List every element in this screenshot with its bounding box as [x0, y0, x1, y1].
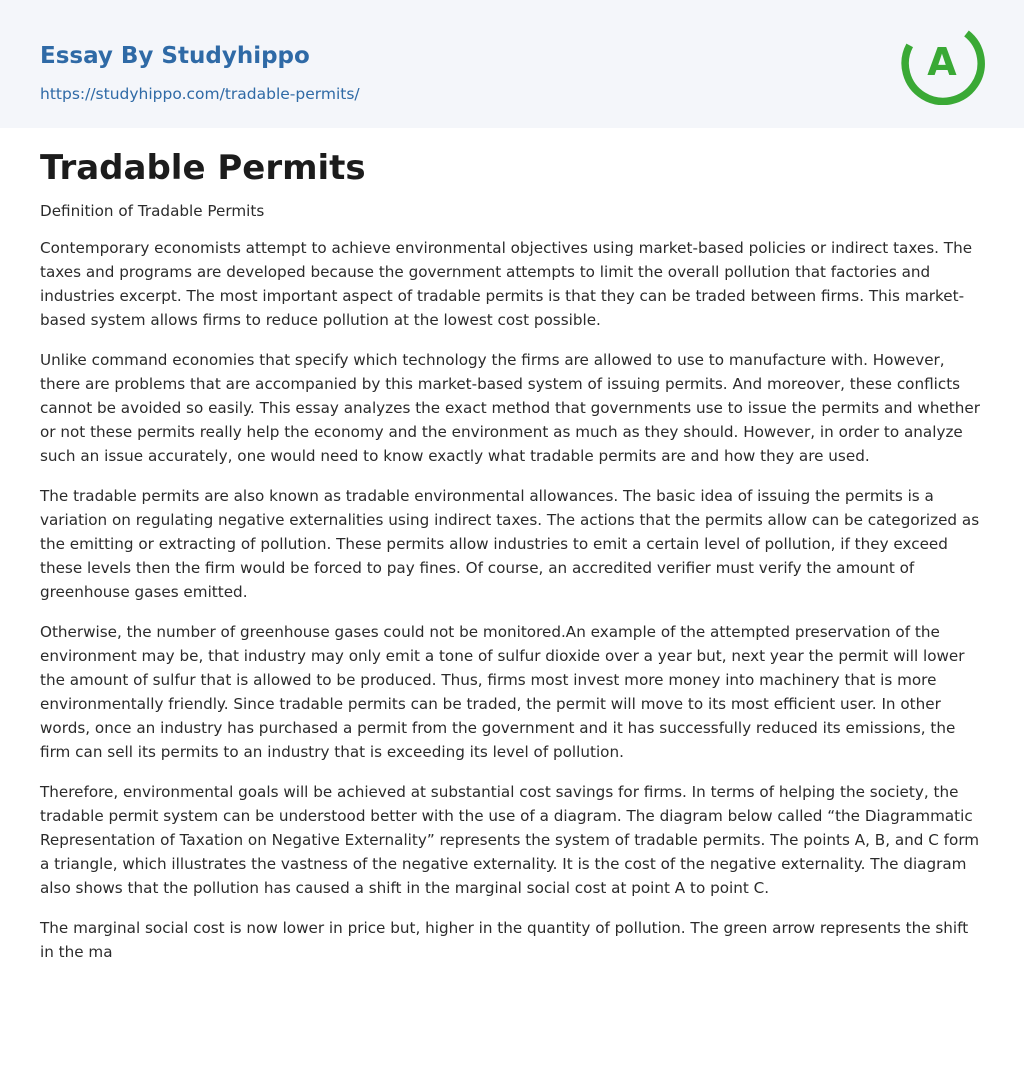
brand-title[interactable]: Essay By Studyhippo — [40, 43, 310, 69]
article-subtitle: Definition of Tradable Permits — [40, 202, 265, 220]
source-url-link[interactable]: https://studyhippo.com/tradable-permits/ — [40, 85, 360, 103]
article-body — [0, 146, 1024, 964]
page-title: Tradable Permits — [40, 148, 366, 188]
paragraph-5: Therefore, environmental goals will be achieved at substantial cost savings for firms. In terms of helping the society, the tradable permit system can be understood better with the use of a diagram. The diagram below called “the Diagrammatic Representation of Taxation on Negative Externality” represents the system of tradable permits. The points A, B, and C form a triangle, which illustrates the vastness of the negative externality. It is the cost of the negative externality. The diagram also shows that the pollution has caused a shift in the marginal social cost at point A to point C. — [40, 783, 980, 897]
paragraph-2: Unlike command economies that specify which technology the firms are allowed to use to manufacture with. However, there are problems that are accompanied by this market-based system of issuing permits. And moreover, these conflicts cannot be avoided so easily. This essay analyzes the exact method that governments use to issue the permits and whether or not these permits really help the economy and the environment as much as they should. However, in order to analyze such an issue accurately, one would need to know exactly what tradable permits are and how they are used. — [40, 351, 980, 465]
studyhippo-logo-icon[interactable] — [899, 19, 985, 105]
paragraph-3: The tradable permits are also known as tradable environmental allowances. The basic idea of issuing the permits is a variation on regulating negative externalities using indirect taxes. The actions that the permits allow can be categorized as the emitting or extracting of pollution. These permits allow industries to emit a certain level of pollution, if they exceed these levels then the firm would be forced to pay fines. Of course, an accredited verifier must verify the amount of greenhouse gases emitted. — [40, 487, 980, 601]
paragraph-4: Otherwise, the number of greenhouse gases could not be monitored.An example of the attempted preservation of the environment may be, that industry may only emit a tone of sulfur dioxide over a year but, next year the permit will lower the amount of sulfur that is allowed to be produced. Thus, firms most invest more money into machinery that is more environmentally friendly. Since tradable permits can be traded, the permit will move to its most efficient user. In other words, once an industry has purchased a permit from the government and it has successfully reduced its emissions, the firm can sell its permits to an industry that is exceeding its level of pollution. — [40, 623, 965, 761]
paragraph-1: Contemporary economists attempt to achieve environmental objectives using market-based policies or indirect taxes. The taxes and programs are developed because the government attempts to limit the overall pollution that factories and industries excerpt. The most important aspect of tradable permits is that they can be traded between firms. This market-based system allows firms to reduce pollution at the lowest cost possible. — [40, 239, 973, 329]
paragraph-6: The marginal social cost is now lower in price but, higher in the quantity of pollution. The green arrow represents the shift in the ma — [40, 919, 969, 961]
logo-letter: A — [927, 40, 957, 84]
site-header — [0, 0, 1024, 128]
